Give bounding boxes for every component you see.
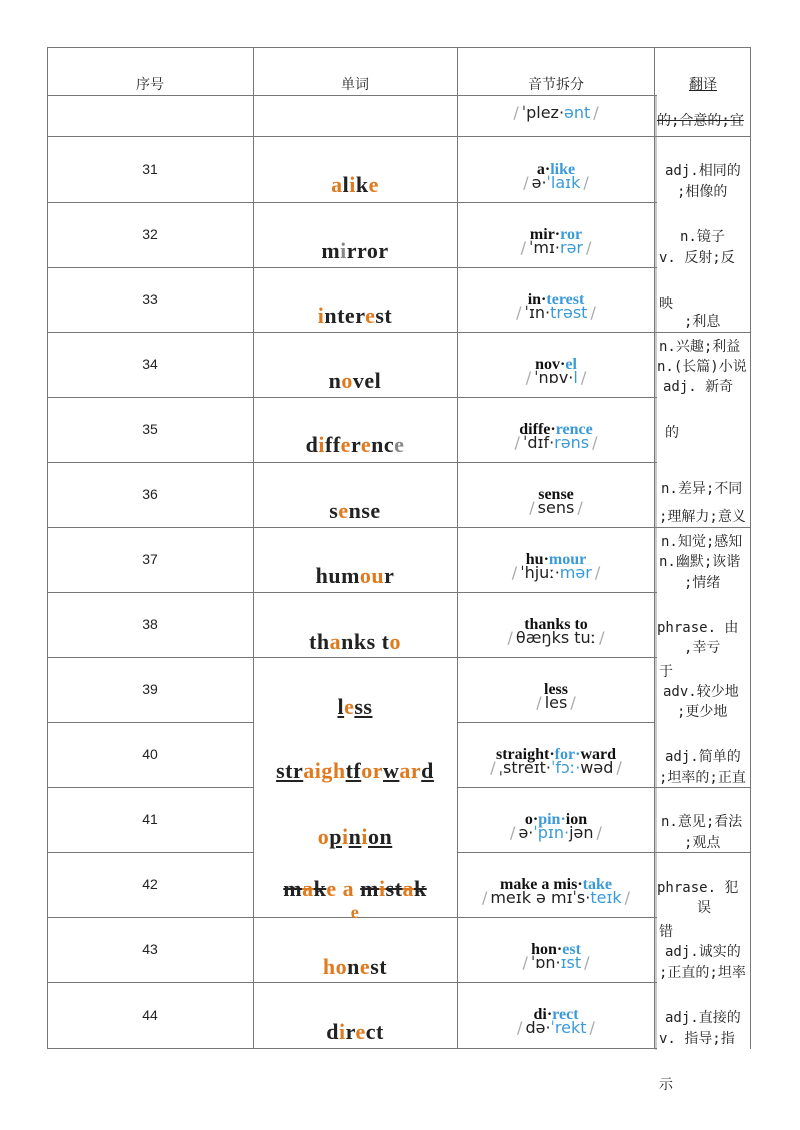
row-divider bbox=[47, 722, 253, 723]
row-divider bbox=[457, 852, 751, 853]
syllable-32: mir·ror bbox=[529, 226, 583, 243]
translation-line: 映 bbox=[659, 296, 673, 312]
ipa-38: / θæŋks tuː / bbox=[507, 628, 605, 647]
word-mirror: mirror bbox=[321, 238, 389, 263]
word-alike: alike bbox=[331, 172, 379, 197]
translation-line: n.镜子 bbox=[680, 229, 725, 245]
ipa-row0: / ˈplez·ənt / bbox=[513, 103, 599, 122]
row-number: 39 bbox=[142, 681, 158, 697]
translation-line: n.差异;不同 bbox=[661, 481, 743, 497]
syllable-31: a·like bbox=[536, 161, 576, 178]
syllable-41: o·pin·ion bbox=[524, 811, 588, 828]
row-number: 43 bbox=[142, 941, 158, 957]
translation-line: ;观点 bbox=[684, 835, 721, 851]
table-border-left bbox=[47, 47, 48, 1049]
translation-line: phrase. 由 bbox=[657, 620, 739, 636]
ipa-40: / ˌstreɪt·ˈfɔː·wəd / bbox=[490, 758, 622, 777]
syllable-39: less bbox=[544, 681, 568, 698]
ipa-33: / ˈɪn·trəst / bbox=[516, 303, 596, 322]
row-divider bbox=[47, 397, 657, 398]
table-border-bottom bbox=[47, 1048, 657, 1049]
header-num: 序号 bbox=[136, 76, 164, 92]
row-number: 33 bbox=[142, 291, 158, 307]
translation-line: n.兴趣;利益 bbox=[659, 339, 741, 355]
translation-line: n.意见;看法 bbox=[661, 814, 743, 830]
syllable-36: sense bbox=[538, 486, 574, 503]
header-syllable: 音节拆分 bbox=[528, 76, 584, 92]
translation-line: adj.直接的 bbox=[665, 1010, 741, 1026]
syllable-33: in·terest bbox=[527, 291, 585, 308]
row-divider bbox=[47, 787, 253, 788]
row-number: 42 bbox=[142, 876, 158, 892]
row-divider bbox=[47, 592, 657, 593]
syllable-42: make a mis·take bbox=[500, 876, 612, 893]
row-number: 38 bbox=[142, 616, 158, 632]
word-honest: honest bbox=[322, 954, 388, 979]
translation-line: ;更少地 bbox=[677, 704, 728, 720]
word-novel: novel bbox=[328, 368, 382, 393]
row-number: 32 bbox=[142, 226, 158, 242]
syllable-37: hu·mour bbox=[525, 551, 587, 568]
col-shade bbox=[655, 95, 657, 1050]
ipa-35: / ˈdɪf·rəns / bbox=[514, 433, 598, 452]
ipa-31: / ə·ˈlaɪk / bbox=[523, 173, 589, 192]
word-less: less bbox=[337, 694, 373, 719]
translation-line: ;相像的 bbox=[677, 184, 728, 200]
row-divider bbox=[47, 527, 751, 528]
row-divider bbox=[457, 787, 751, 788]
syllable-43: hon·est bbox=[531, 941, 581, 958]
header-word: 单词 bbox=[341, 76, 369, 92]
row-divider bbox=[47, 202, 657, 203]
ipa-37: / ˈhjuː·mər / bbox=[511, 563, 601, 582]
translation-line: adv.较少地 bbox=[663, 684, 739, 700]
row-divider bbox=[47, 852, 253, 853]
translation-line: 错 bbox=[659, 924, 673, 940]
word-direct: direct bbox=[326, 1019, 384, 1044]
ipa-39: / les / bbox=[536, 693, 576, 712]
ipa-44: / də·ˈrekt / bbox=[517, 1018, 595, 1037]
row-number: 35 bbox=[142, 421, 158, 437]
translation-row0: 的;合意的;宜 bbox=[657, 113, 744, 129]
row-number: 36 bbox=[142, 486, 158, 502]
word-thanks-to: thanks to bbox=[309, 629, 401, 654]
translation-line: 误 bbox=[697, 900, 711, 916]
row-divider bbox=[47, 267, 657, 268]
translation-line: n.幽默;诙谐 bbox=[659, 554, 741, 570]
row-divider bbox=[47, 982, 657, 983]
word-straightforward: straightforward bbox=[276, 758, 434, 783]
syllable-38: thanks to bbox=[524, 616, 588, 633]
row-number: 41 bbox=[142, 811, 158, 827]
word-sense: sense bbox=[329, 498, 381, 523]
word-opinion: opinion bbox=[317, 824, 393, 849]
translation-line: 的 bbox=[665, 425, 679, 441]
translation-line: n.(长篇)小说 bbox=[657, 359, 747, 375]
row-divider bbox=[457, 722, 655, 723]
ipa-41: / ə·ˈpɪn·jən / bbox=[510, 823, 602, 842]
translation-line: 于 bbox=[659, 664, 673, 680]
translation-line: ,幸亏 bbox=[684, 640, 721, 656]
translation-line: ;情绪 bbox=[684, 575, 721, 591]
row-number: 40 bbox=[142, 746, 158, 762]
ipa-43: / ˈɒn·ɪst / bbox=[522, 953, 590, 972]
translation-line: n.知觉;感知 bbox=[661, 534, 743, 550]
translation-line: phrase. 犯 bbox=[657, 880, 739, 896]
translation-line: adj.简单的 bbox=[665, 749, 741, 765]
translation-line: v. 指导;指 bbox=[659, 1031, 735, 1047]
row-divider bbox=[47, 136, 751, 137]
translation-line: ;坦率的;正直 bbox=[659, 770, 746, 786]
ipa-32: / ˈmɪ·rər / bbox=[520, 238, 592, 257]
ipa-34: / ˈnɒv·l / bbox=[525, 368, 587, 387]
translation-line: 示 bbox=[659, 1077, 673, 1093]
word-interest: interest bbox=[317, 303, 393, 328]
syllable-34: nov·el bbox=[535, 356, 577, 373]
row-number: 44 bbox=[142, 1007, 158, 1023]
translation-line: ;理解力;意义 bbox=[659, 509, 746, 525]
row-number: 31 bbox=[142, 161, 158, 177]
word-difference: difference bbox=[305, 432, 405, 457]
translation-line: ;利息 bbox=[684, 314, 721, 330]
row-divider bbox=[47, 657, 657, 658]
translation-line: adj. 新奇 bbox=[663, 379, 734, 395]
ipa-42: / meɪk ə mɪˈs·teɪk / bbox=[481, 888, 631, 907]
translation-line: ;正直的;坦率 bbox=[659, 965, 746, 981]
row-divider bbox=[47, 462, 657, 463]
header-translation: 翻译 bbox=[689, 76, 717, 92]
row-divider bbox=[47, 95, 657, 96]
ipa-36: / sens / bbox=[529, 498, 583, 517]
row-divider bbox=[47, 332, 751, 333]
row-number: 34 bbox=[142, 356, 158, 372]
translation-line: adj.诚实的 bbox=[665, 944, 741, 960]
row-number: 37 bbox=[142, 551, 158, 567]
syllable-40: straight·for·ward bbox=[496, 746, 616, 763]
syllable-35: diffe·rence bbox=[519, 421, 593, 438]
word-humour: humour bbox=[315, 563, 395, 588]
translation-line: v. 反射;反 bbox=[659, 250, 735, 266]
word-make-a-mistake: make a mistak e bbox=[283, 876, 427, 922]
syllable-44: di·rect bbox=[533, 1006, 579, 1023]
translation-line: adj.相同的 bbox=[665, 163, 741, 179]
table-border-top bbox=[47, 47, 751, 48]
